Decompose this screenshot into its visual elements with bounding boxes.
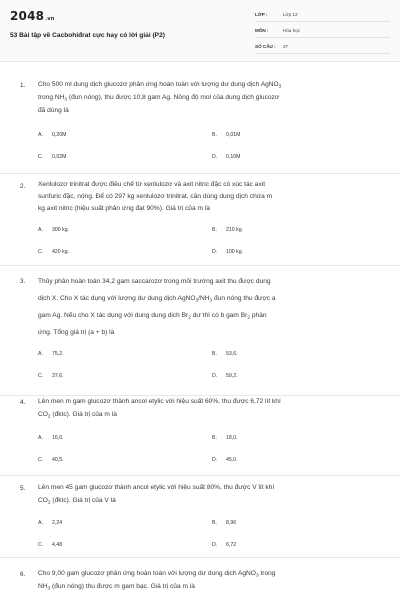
question-5 (0, 476, 400, 558)
answer-option-d[interactable]: D. 0,10M (212, 154, 241, 160)
subject-value: Hóa học (283, 28, 301, 33)
question-text: Cho 500 ml dung dịch glucozơ phản ứng hoàn toàn với lượng dư dung dịch AgNO$_3$ trong $NH_3$ (đun nóng), thu được 10,8 gam Ag. Nồng độ mol của dung dịch glucozơ đã dùng là (38, 81, 282, 114)
question-3 (0, 266, 400, 396)
logo-text: 2048 (10, 9, 45, 23)
answer-option-c[interactable]: C. 37,6. (38, 373, 64, 379)
answer-option-c[interactable]: C. 4,48 (38, 542, 63, 548)
question-text: Lên men 45 gam glucozơ thành ancol etylic với hiệu suất 80%, thu được V lít khí $CO_2$ (đktc). Giá trị của V là (38, 484, 275, 506)
answer-option-b[interactable]: B. 18,0. (212, 435, 238, 441)
question-4 (0, 396, 400, 476)
question-number: 3. (20, 278, 26, 285)
answer-option-b[interactable]: B. 0,01M (212, 132, 241, 138)
answer-option-b[interactable]: B. 210 kg. (212, 227, 244, 233)
logo-suffix: .vn (45, 16, 55, 22)
question-text: Xenlulozơ trinitrat được điều chế từ xenlulozơ và axit nitric đặc có xúc tác axit sunfuric đặc, nóng. Để có 297 kg xenlulozơ trinitrat, cần dùng dung dịch chứa m kg axit nitric (hiệu suất phản ứng đạt 90%). Giá trị của m là (38, 181, 273, 212)
grade-value: Lớp 12 (283, 12, 298, 17)
grade-label: LỚP : (255, 12, 268, 17)
question-number: 2. (20, 183, 26, 190)
answer-option-c[interactable]: C. 0,02M (38, 154, 67, 160)
answer-option-d[interactable]: D. 59,2. (212, 373, 238, 379)
answer-option-d[interactable]: D. 45,0. (212, 457, 238, 463)
question-text: Lên men m gam glucozơ thành ancol etylic với hiệu suất 60%, thu được 6,72 lít khí $CO_2$ (đktc). Giá trị của m là (38, 398, 281, 420)
answer-option-a[interactable]: A. 0,20M (38, 132, 67, 138)
answer-option-a[interactable]: A. 300 kg. (38, 227, 70, 233)
question-count-label: SỐ CÂU : (255, 44, 276, 49)
meta-row-grade (255, 10, 390, 22)
answer-option-a[interactable]: A. 75,2. (38, 351, 64, 357)
answer-option-a[interactable]: A. 16,0. (38, 435, 64, 441)
question-2 (0, 174, 400, 266)
question-number: 4. (20, 399, 26, 406)
answer-option-d[interactable]: D. 100 kg. (212, 249, 244, 255)
subject-label: MÔN : (255, 28, 269, 33)
site-logo[interactable] (10, 9, 55, 23)
question-number: 5. (20, 485, 26, 492)
question-text: Cho 9,00 gam glucozơ phản ứng hoàn toàn với lượng dư dung dịch AgNO$_3$ trong $NH_3$ (đun nóng) thu được m gam bạc. Giá trị của m là (38, 570, 276, 592)
answer-option-b[interactable]: B. 53,6. (212, 351, 238, 357)
worksheet-header (0, 0, 400, 62)
page-title: 53 Bài tập về Cacbohiđrat cực hay có lời giải (P2) (10, 32, 165, 39)
question-1 (0, 62, 400, 174)
question-count-value: 27 (283, 44, 289, 49)
answer-option-c[interactable]: C. 420 kg. (38, 249, 70, 255)
question-number: 6. (20, 571, 26, 578)
answer-option-b[interactable]: B. 8,96 (212, 520, 237, 526)
question-text: Thủy phân hoàn toàn 34,2 gam saccarozơ trong môi trường axit thu được dung dịch X. Cho X tác dụng với lượng dư dung dịch $AgNO_3/NH_3$ đun nóng thu được a gam Ag. Nếu cho X tác dụng với dung dung dịch $Br_2$ dư thì có b gam $Br_2$ phản ứng. Tổng giá trị (a + b) là (38, 278, 276, 336)
answer-option-d[interactable]: D. 6,72 (212, 542, 237, 548)
question-6 (0, 558, 400, 600)
answer-option-c[interactable]: C. 40,5. (38, 457, 64, 463)
answer-option-a[interactable]: A. 2,24 (38, 520, 63, 526)
meta-row-subject (255, 26, 390, 38)
question-number: 1. (20, 82, 26, 89)
meta-row-question-count (255, 42, 390, 54)
